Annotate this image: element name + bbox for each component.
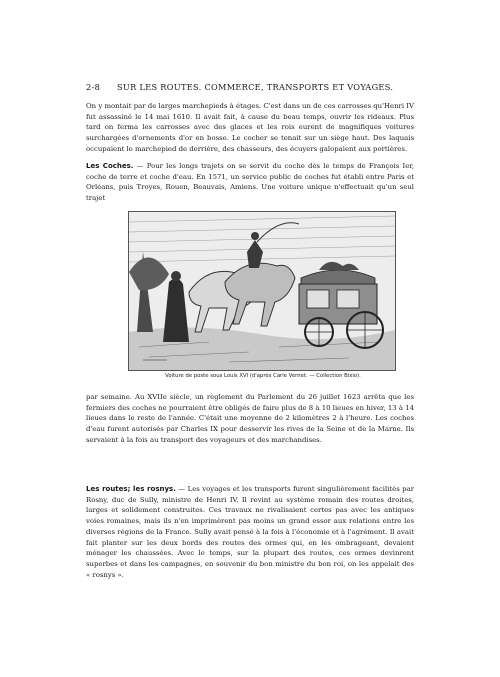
- paragraph-text: — Pour les longs trajets on se servit du coche dès le temps de François Ier, coche de terre et coche d'eau. En 1571, un service public de coches fut établi entre Paris et Orléans, puis Troyes, Rouen, Beauvais, Amiens. Une voiture unique n'effectuait qu'un seul trajet: [86, 162, 414, 203]
- paragraph-text: par semaine. Au XVIIe siècle, un règlement du Parlement du 26 juillet 1623 arrêta que les fermiers des coches ne pourraient être obligés de faire plus de 8 à 10 lieues en hiver, 13 à 14 lieues dans le reste de l'année. C'était une moyenne de 2 kilomètres 2 à l'heure. Les coches d'eau furent autorisés par Charles IX pour desservir les rives de la Seine et de la Marne. Ils servaient à la fois au transport des voyageurs et des marchandises.: [86, 393, 414, 444]
- paragraph-coches: [86, 161, 414, 204]
- running-title: SUR LES ROUTES. COMMERCE, TRANSPORTS ET VOYAGES.: [117, 82, 394, 92]
- page-number: 2-8: [86, 82, 101, 92]
- paragraph-carrosses: [86, 101, 414, 155]
- paragraph-text: On y montait par de larges marchepieds à étages. C'est dans un de ces carrosses qu'Henri IV fut assassiné le 14 mai 1610. Il avait fait, à cause du beau temps, ouvrir les rideaux. Plus tard on ferma les carrosses avec des glaces et les rois eurent de magnifiques voitures surchargées d'ornements d'or en bosse. Le cocher se tenait sur un siège haut. Des laquais occupaient le marchepied de derrière, des chasseurs, des écuyers galopaient aux portières.: [86, 102, 414, 153]
- figure-caption: Voiture de poste sous Louis XVI (d'après Carle Vernet. — Collection Bixio).: [165, 373, 361, 379]
- engraving-illustration: [128, 211, 396, 371]
- paragraph-routes: [86, 484, 414, 580]
- section-heading-routes: Les routes; les rosnys.: [86, 485, 176, 493]
- running-header: [86, 82, 416, 92]
- paragraph-text: — Les voyages et les transports furent singulièrement facilités par Rosny, duc de Sully, ministre de Henri IV. Il revint au système romain des routes droites, larges et solidement construites. Ces travaux ne rivalisaient certes pas avec les antiques voies romaines, mais ils n'en imprimèrent pas moins un grand essor aux relations entre les diverses régions de la France. Sully avait pensé à la fois à l'économie et à l'agrément. Il avait fait planter sur les deux bords des routes des ormes qui, en les ombrageant, devaient ménager les chaussées. Avec le temps, sur la plupart des routes, ces ormes devinrent superbes et dans les campagnes, en souvenir du bon ministre du bon roi, on les appelait des « rosnys ».: [86, 485, 414, 579]
- paragraph-reglement: [86, 392, 414, 446]
- postal-coach-engraving: [129, 212, 395, 370]
- section-heading-coches: Les Coches.: [86, 162, 134, 170]
